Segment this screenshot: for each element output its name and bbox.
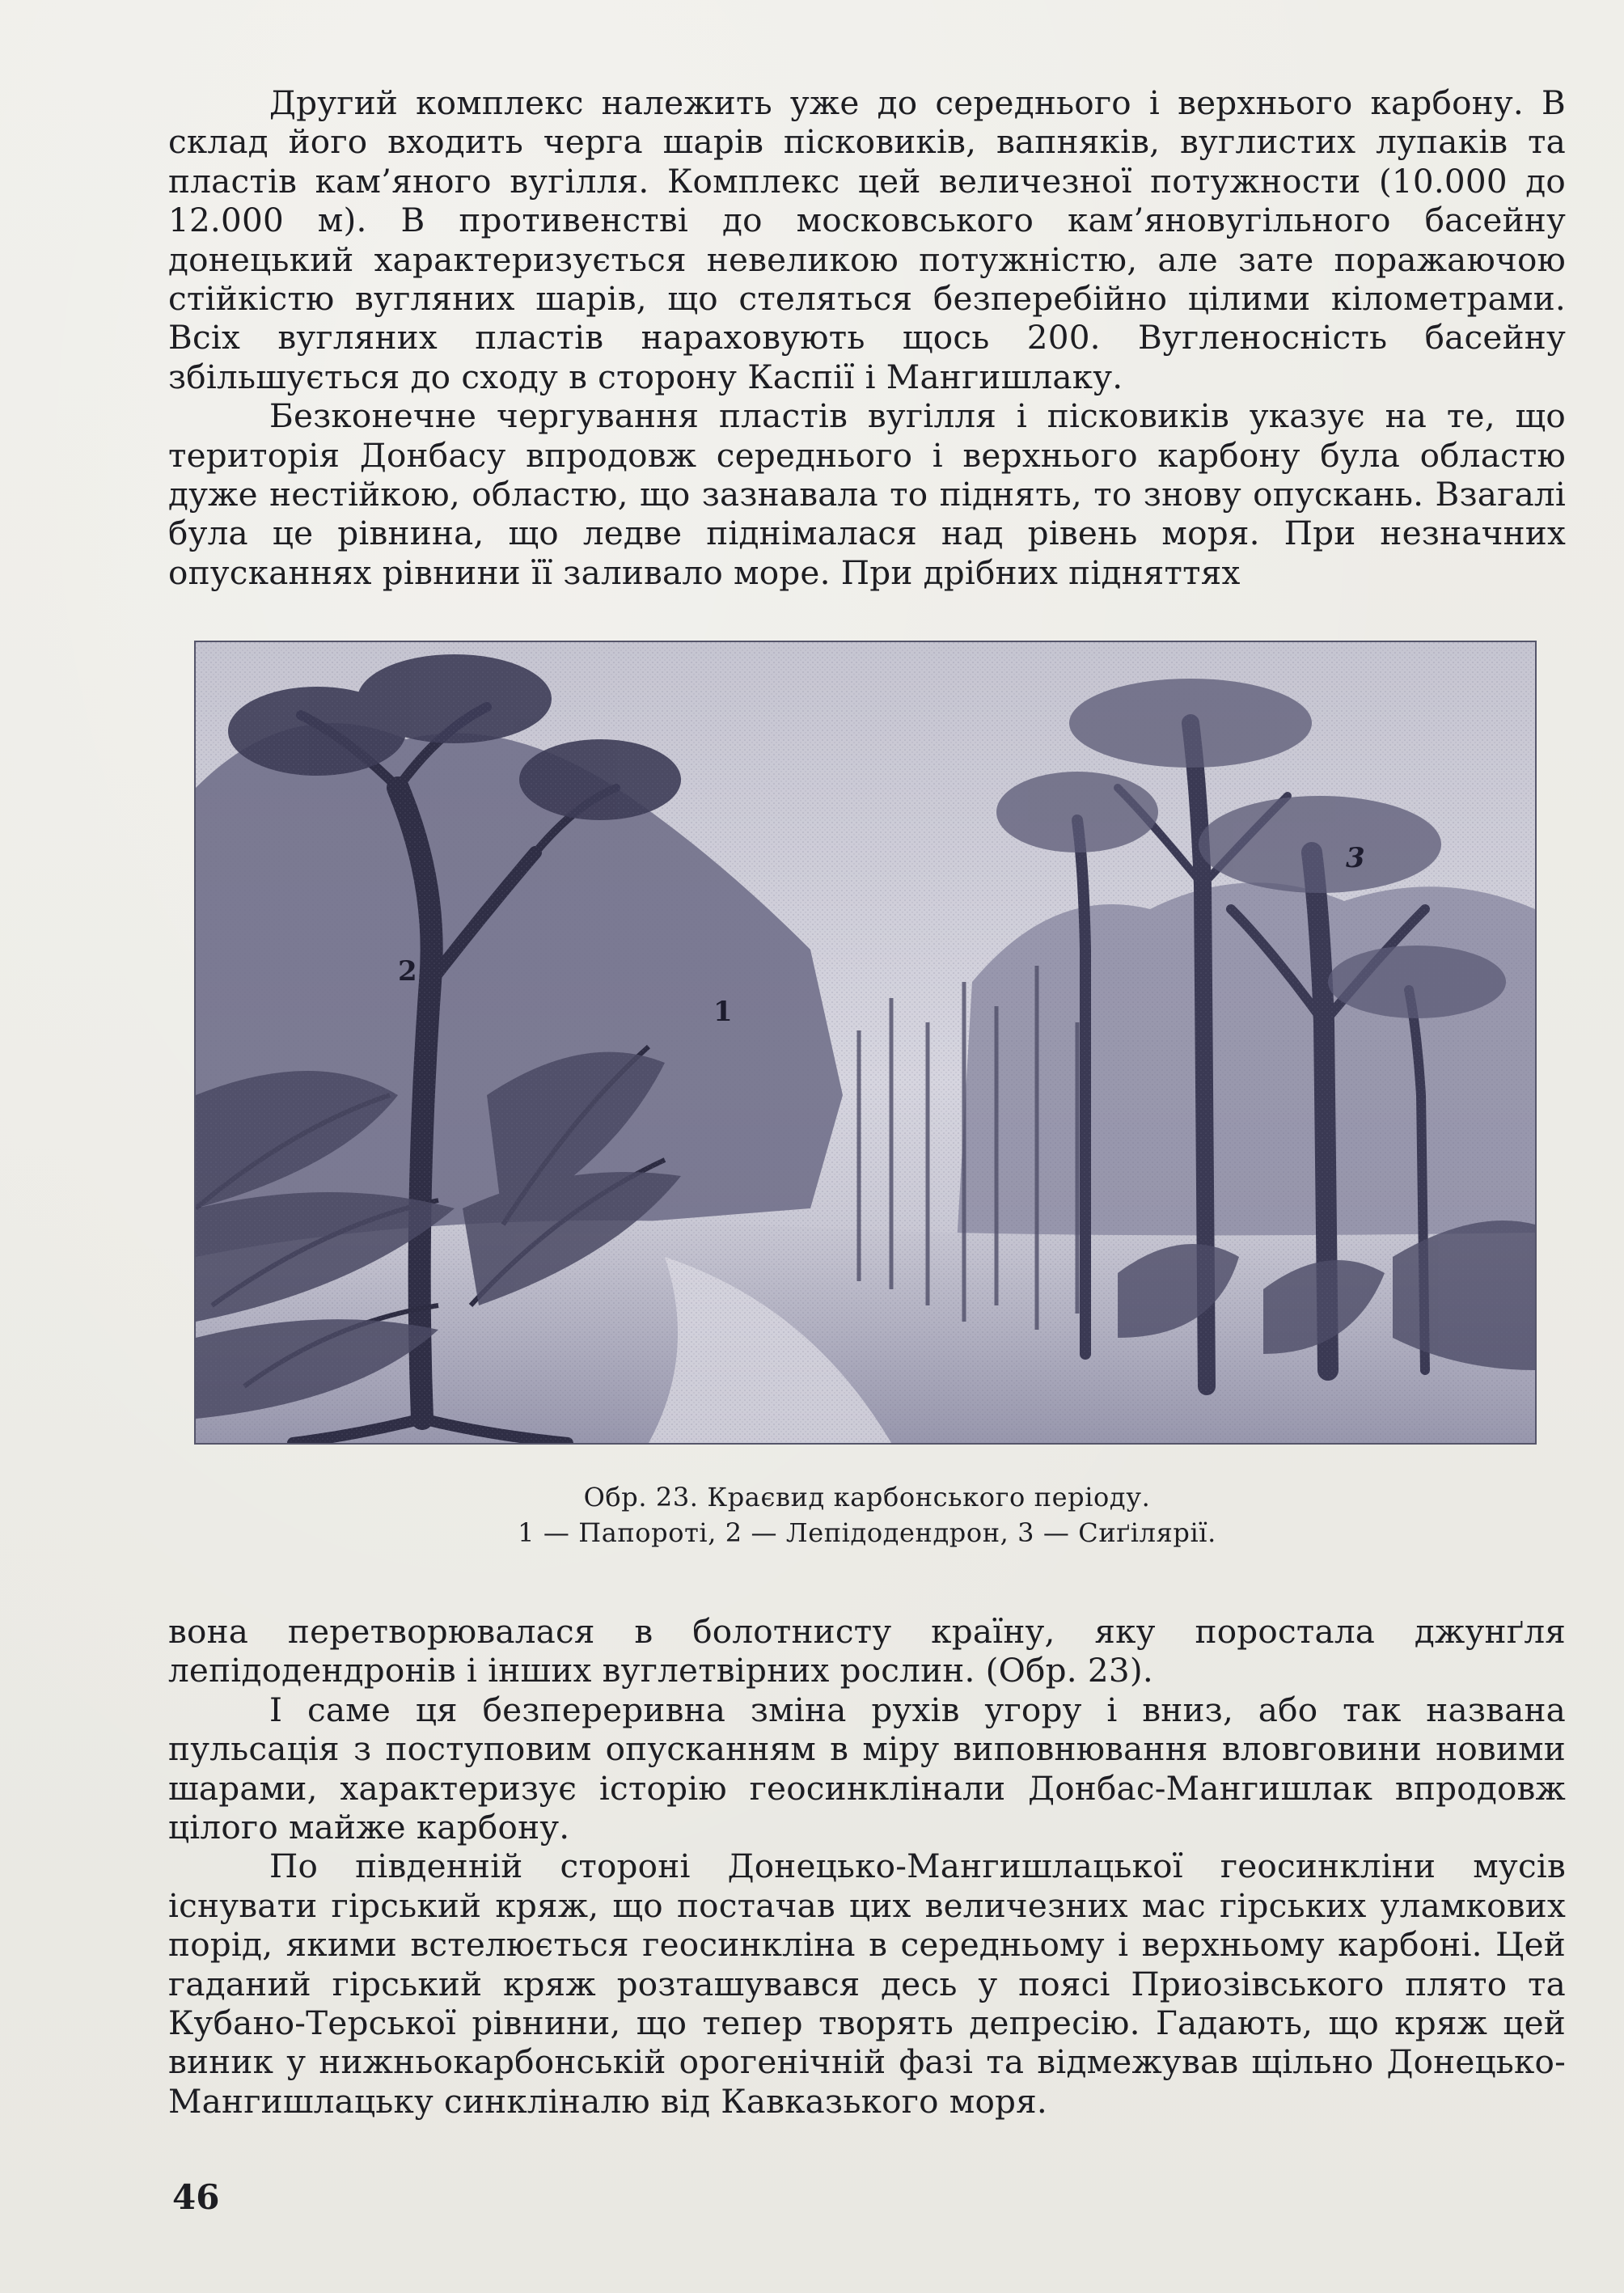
figure-label-1: 1: [713, 996, 733, 1028]
paragraph: Безконечне чергування пластів вугілля і пісковиків указує на те, що територія Донбасу впродовж середнього і верхнього карбону була областю дуже нестійкою, областю, що зазнавала то піднять, то знову опускань. Взагалі була це рівнина, що ледве піднімалася над рівень моря. При незначних опусканнях рівнини її заливало море. При дрібних підняттях: [168, 396, 1566, 592]
paragraph: вона перетворювалася в болотнисту країну, яку поростала джунґля лепідодендронів і інших вуглетвірних рослин. (Обр. 23).: [168, 1612, 1566, 1690]
figure-caption-legend: 1 — Папороті, 2 — Лепідодендрон, 3 — Сиґілярії.: [518, 1517, 1216, 1548]
paragraph: Другий комплекс належить уже до середнього і верхнього карбону. В склад його входить черга шарів пісковиків, вапняків, вуглистих лупаків та пластів кам’яного вугілля. Комплекс цей величезної потужности (10.000 до 12.000 м). В противенстві до московського кам’яновугільного басейну донецький характеризується невеликою потужністю, але зате поражаючою стійкістю вугляних шарів, що стеляться безперебійно цілими кілометрами. Всіх вугляних пластів нараховують щось 200. Вугленосність басейну збільшується до сходу в сторону Каспії і Мангишлаку.: [168, 83, 1566, 396]
figure-label-2: 2: [398, 955, 417, 988]
paragraph: По південній стороні Донецько-Мангишлацької геосинкліни мусів існувати гірський кряж, що постачав цих величезних мас гірських уламкових порід, якими встелюється геосинкліна в середньому і верхньому карбоні. Цей гаданий гірський кряж розташувався десь у поясі Приозівського плято та Кубано-Терської рівнини, що тепер творять депресію. Гадають, що кряж цей виник у нижньокарбонській орогенічній фазі та відмежував щільно Донецько-Мангишлацьку синкліналю від Кавказького моря.: [168, 1847, 1566, 2121]
landscape-illustration: [196, 642, 1535, 1443]
figure-carboniferous-landscape: [194, 641, 1537, 1445]
text-block-top: [168, 83, 1566, 592]
page-number: 46: [172, 2177, 220, 2217]
text-block-bottom: [168, 1612, 1566, 2121]
figure-caption-title: Обр. 23. Краєвид карбонського періоду.: [583, 1482, 1151, 1512]
paragraph: І саме ця безпереривна зміна рухів угору і вниз, або так названа пульсація з поступовим опусканням в міру виповнювання вловговини новими шарами, характеризує історію геосинклінали Донбас-Мангишлак впродовж цілого майже карбону.: [168, 1690, 1566, 1847]
figure-label-3: 3: [1346, 842, 1365, 874]
